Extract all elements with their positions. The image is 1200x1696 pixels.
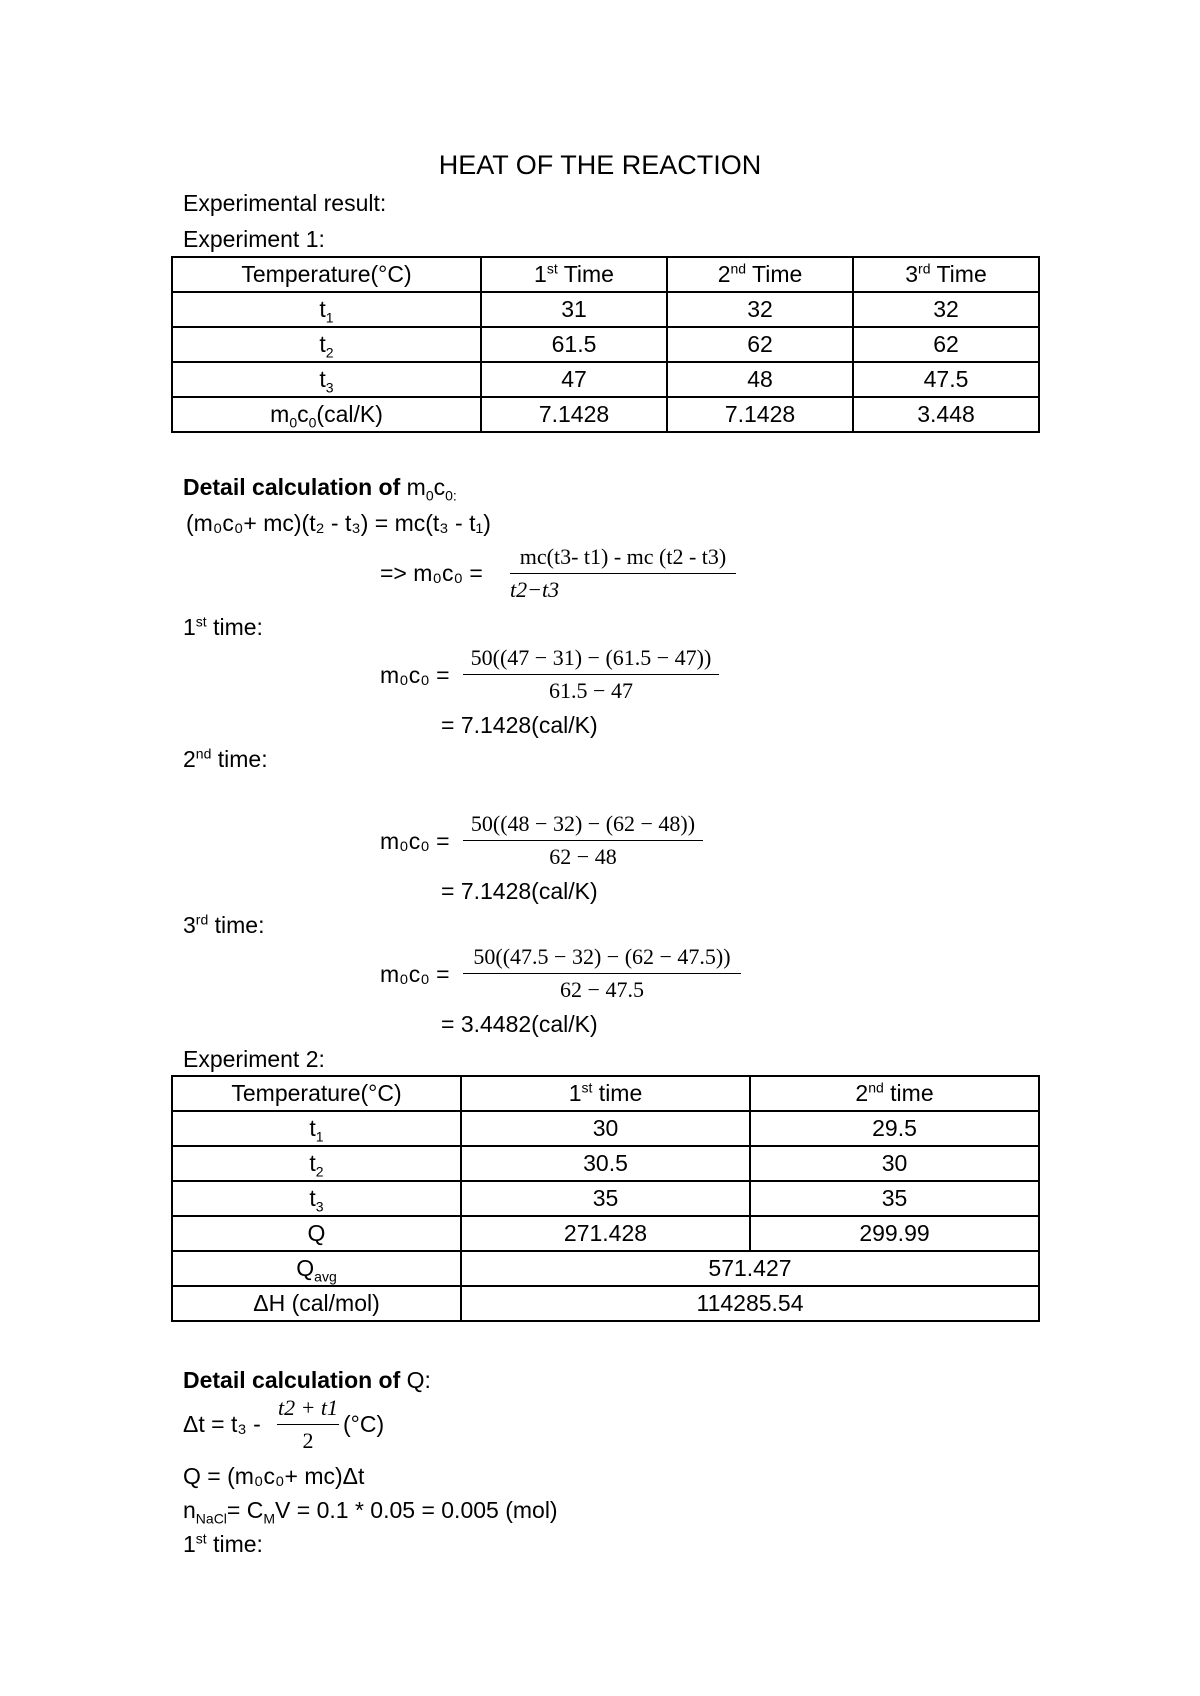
table-header-row <box>172 1076 1039 1111</box>
table-row <box>172 397 1039 432</box>
equation-main: (m₀c₀+ mc)(t₂ - t₃) = mc(t₃ - t₁) <box>186 510 491 536</box>
table-row <box>172 327 1039 362</box>
time3-denominator: 62 − 47.5 <box>560 977 644 1002</box>
time2-fraction <box>463 811 703 870</box>
derive-denominator: t2−t3 <box>510 577 560 602</box>
fraction-bar <box>463 973 741 974</box>
table-cell: 271.428 <box>461 1216 750 1251</box>
time2-denominator: 62 − 48 <box>549 844 617 869</box>
derive-fraction <box>510 544 736 603</box>
moles-equation: $n_{NaCl}= C_MV = 0.1 * 0.05 = 0.005$ (mol) <box>183 1497 558 1527</box>
derive-lhs: => m₀c₀ = <box>380 560 483 586</box>
header-cell: 2nd Time <box>667 257 853 292</box>
table-cell: 7.1428 <box>667 397 853 432</box>
table-cell: 32 <box>667 292 853 327</box>
section-label-experimental-result: Experimental result: <box>183 190 387 216</box>
table-cell: 571.427 <box>461 1251 1039 1286</box>
time1-label: 1st time: <box>183 613 263 640</box>
time1-result: = 7.1428(cal/K) <box>441 712 598 738</box>
time2-result: = 7.1428(cal/K) <box>441 878 598 904</box>
table-cell: 47 <box>481 362 667 397</box>
detail1-heading: Detail calculation of $m_0c_{0:}$ <box>183 474 457 504</box>
header-cell: 2nd time <box>750 1076 1039 1111</box>
table-cell: 3.448 <box>853 397 1039 432</box>
time1-numerator: 50((47 − 31) − (61.5 − 47)) <box>470 645 712 670</box>
table-row <box>172 1286 1039 1321</box>
table-cell: 48 <box>667 362 853 397</box>
row-label: $t_3$ <box>172 1181 461 1216</box>
time3-numerator: 50((47.5 − 32) − (62 − 47.5)) <box>473 944 731 969</box>
time1-lhs: m₀c₀ = <box>380 662 450 688</box>
table-row <box>172 1181 1039 1216</box>
row-label: ΔH (cal/mol) <box>172 1286 461 1321</box>
table-cell: 30 <box>461 1111 750 1146</box>
experiment2-heading: Experiment 2: <box>183 1046 325 1072</box>
table-cell: 31 <box>481 292 667 327</box>
table-cell: 299.99 <box>750 1216 1039 1251</box>
derive-numerator: mc(t3- t1) - mc (t2 - t3) <box>519 544 727 569</box>
row-label: $m_0c_0(cal/K)$ <box>172 397 481 432</box>
dt-lhs: Δt = t₃ - <box>183 1411 261 1437</box>
experiment1-heading: Experiment 1: <box>183 226 325 252</box>
table-cell: 62 <box>853 327 1039 362</box>
q-equation: Q = (m₀c₀+ mc)Δt <box>183 1463 365 1489</box>
dt-numerator: t2 + t1 <box>277 1395 339 1420</box>
table-cell: 35 <box>750 1181 1039 1216</box>
table-row <box>172 1111 1039 1146</box>
header-cell: 3rd Time <box>853 257 1039 292</box>
time2-lhs: m₀c₀ = <box>380 828 450 854</box>
dt-unit: (°C) <box>343 1411 385 1437</box>
row-label: $Q_{avg}$ <box>172 1251 461 1286</box>
header-cell: 1st Time <box>481 257 667 292</box>
table-cell: 62 <box>667 327 853 362</box>
row-label: $t_1$ <box>172 292 481 327</box>
page-title: HEAT OF THE REACTION <box>438 150 762 180</box>
header-cell: Temperature(°C) <box>172 1076 461 1111</box>
row-label: $t_1$ <box>172 1111 461 1146</box>
table-header-row <box>172 257 1039 292</box>
time3-lhs: m₀c₀ = <box>380 961 450 987</box>
table-cell: 30.5 <box>461 1146 750 1181</box>
fraction-bar <box>463 674 719 675</box>
table-cell: 114285.54 <box>461 1286 1039 1321</box>
time3-result: = 3.4482(cal/K) <box>441 1011 598 1037</box>
row-label: Q <box>172 1216 461 1251</box>
header-cell: 1st time <box>461 1076 750 1111</box>
dt-denominator: 2 <box>302 1428 314 1453</box>
fraction-bar <box>463 840 703 841</box>
row-label: $t_2$ <box>172 327 481 362</box>
table-row <box>172 1146 1039 1181</box>
row-label: $t_3$ <box>172 362 481 397</box>
time2-label: 2nd time: <box>183 745 268 772</box>
time3-label: 3rd time: <box>183 911 265 938</box>
table-cell: 47.5 <box>853 362 1039 397</box>
dt-fraction <box>277 1395 339 1454</box>
time1-fraction <box>463 645 719 704</box>
header-cell: Temperature(°C) <box>172 257 481 292</box>
detail2-heading: Detail calculation of Q: <box>183 1367 431 1393</box>
table-cell: 35 <box>461 1181 750 1216</box>
row-label: $t_2$ <box>172 1146 461 1181</box>
table-cell: 61.5 <box>481 327 667 362</box>
time2-numerator: 50((48 − 32) − (62 − 48)) <box>470 811 696 836</box>
table-cell: 30 <box>750 1146 1039 1181</box>
experiment2-table <box>171 1075 1040 1322</box>
table-cell: 7.1428 <box>481 397 667 432</box>
table-cell: 32 <box>853 292 1039 327</box>
time1-denominator: 61.5 − 47 <box>549 678 633 703</box>
table-row <box>172 362 1039 397</box>
table-cell: 29.5 <box>750 1111 1039 1146</box>
table-row <box>172 1251 1039 1286</box>
table-row <box>172 1216 1039 1251</box>
table-row <box>172 292 1039 327</box>
experiment1-table <box>171 256 1040 433</box>
time3-fraction <box>463 944 741 1003</box>
fraction-bar <box>510 573 736 574</box>
detail2-time1-label: 1st time: <box>183 1530 263 1557</box>
fraction-bar <box>277 1424 339 1425</box>
